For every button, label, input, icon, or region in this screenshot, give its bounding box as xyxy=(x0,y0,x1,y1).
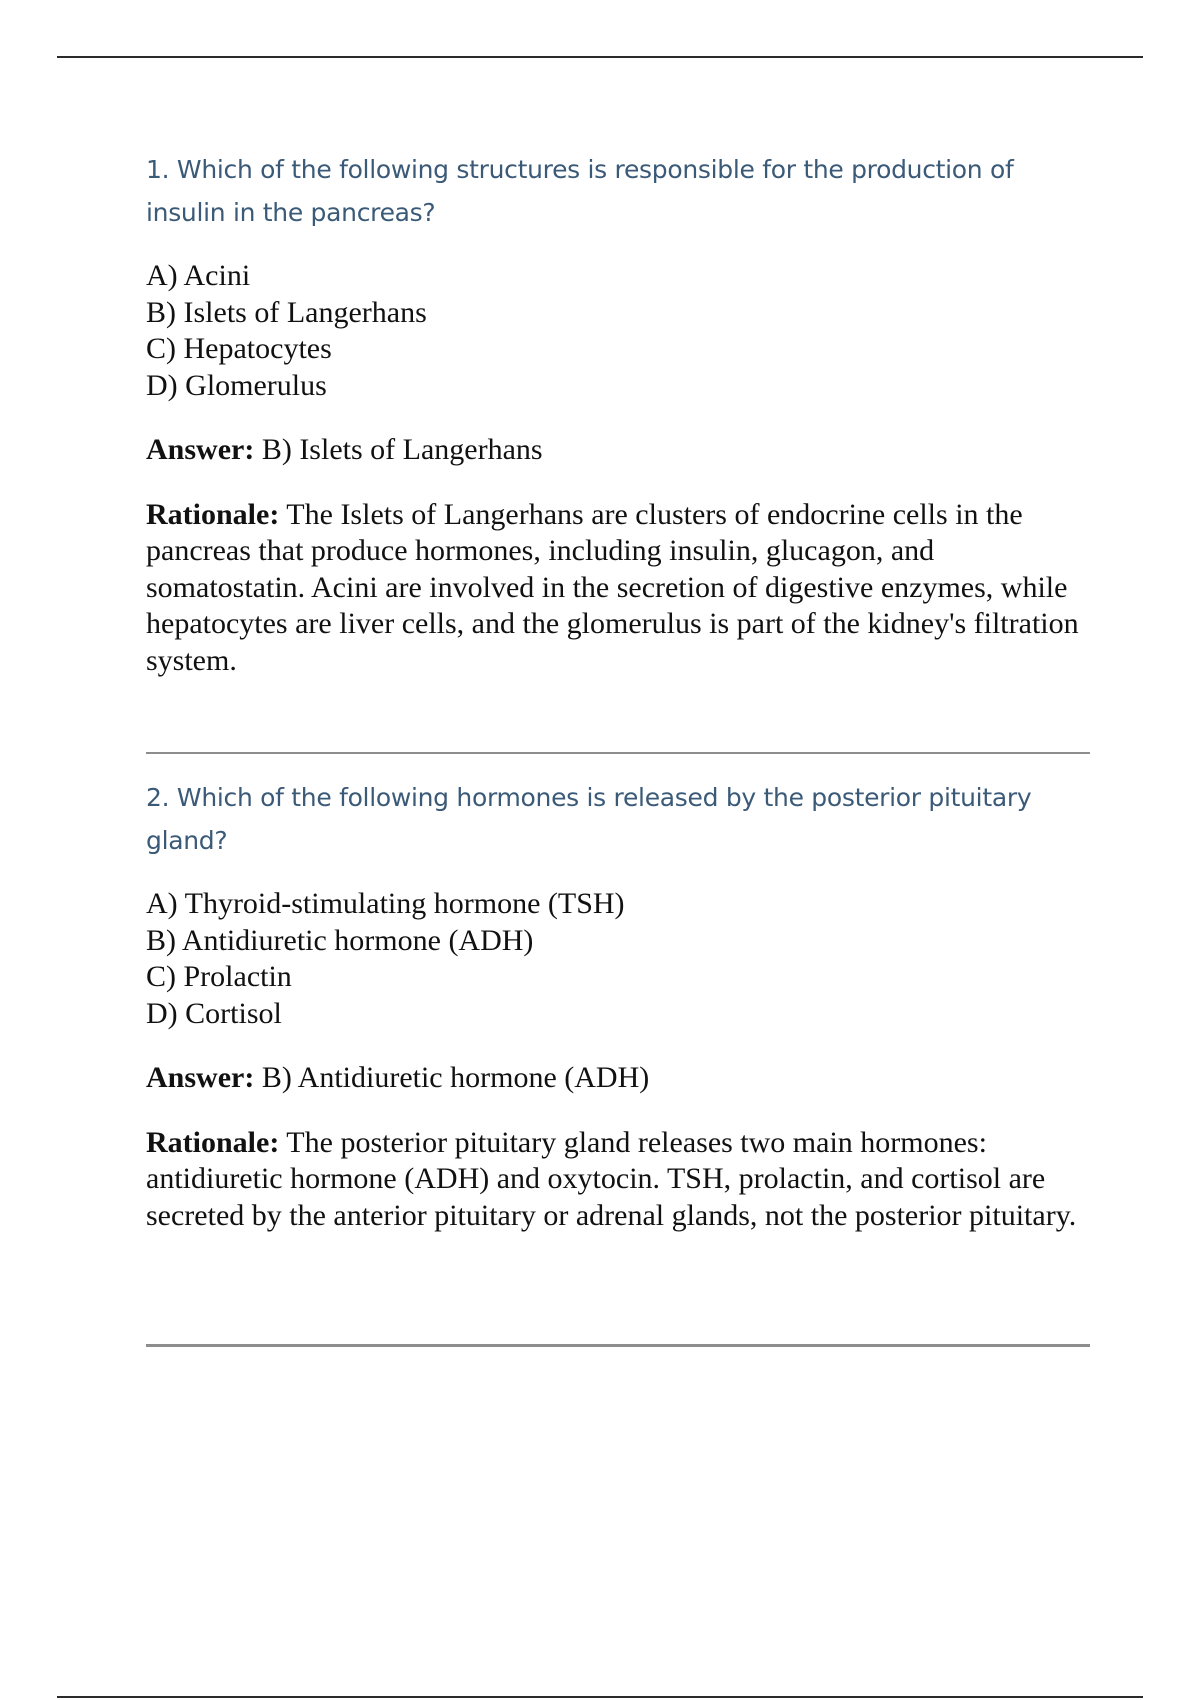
question-text: 2. Which of the following hormones is released by the posterior pituitary gland? xyxy=(146,783,1032,855)
answer-label: Answer: xyxy=(146,1061,255,1094)
rationale-label: Rationale: xyxy=(146,497,280,531)
option-a: A) Thyroid-stimulating hormone (TSH) xyxy=(146,887,625,920)
option-b: B) Islets of Langerhans xyxy=(146,295,427,329)
answer-line xyxy=(146,1060,1090,1097)
question-text: 1. Which of the following structures is responsible for the production of insulin in the pancreas? xyxy=(146,155,1014,227)
options-list xyxy=(146,258,1090,404)
rationale-label: Rationale: xyxy=(146,1125,280,1159)
option-d: D) Glomerulus xyxy=(146,368,327,402)
answer-value: B) Antidiuretic hormone (ADH) xyxy=(261,1061,650,1094)
answer-label: Answer: xyxy=(146,433,255,466)
section-divider xyxy=(146,1344,1090,1347)
page-top-rule xyxy=(57,56,1143,58)
rationale-paragraph xyxy=(146,1125,1090,1235)
question-block-2 xyxy=(146,776,1090,1234)
rationale-paragraph xyxy=(146,497,1090,680)
option-c: C) Hepatocytes xyxy=(146,332,332,365)
answer-value: B) Islets of Langerhans xyxy=(261,433,543,466)
section-divider xyxy=(146,752,1090,754)
question-block-1 xyxy=(146,148,1090,679)
page-bottom-rule xyxy=(57,1696,1143,1698)
option-d: D) Cortisol xyxy=(146,996,282,1030)
rationale-text: The posterior pituitary gland releases two main hormones: antidiuretic hormone (ADH) and oxytocin. TSH, prolactin, and cortisol are secreted by the anterior pituitary or adrenal glands, not the posterior pituitary. xyxy=(146,1125,1077,1232)
options-list xyxy=(146,886,1090,1032)
option-a: A) Acini xyxy=(146,259,251,292)
rationale-text: The Islets of Langerhans are clusters of endocrine cells in the pancreas that produce hormones, including insulin, glucagon, and somatostatin. Acini are involved in the secretion of digestive enzymes, while hepatocytes are liver cells, and the glomerulus is part of the kidney's filtration system. xyxy=(146,497,1079,677)
option-b: B) Antidiuretic hormone (ADH) xyxy=(146,923,534,957)
answer-line xyxy=(146,432,1090,469)
option-c: C) Prolactin xyxy=(146,960,292,993)
